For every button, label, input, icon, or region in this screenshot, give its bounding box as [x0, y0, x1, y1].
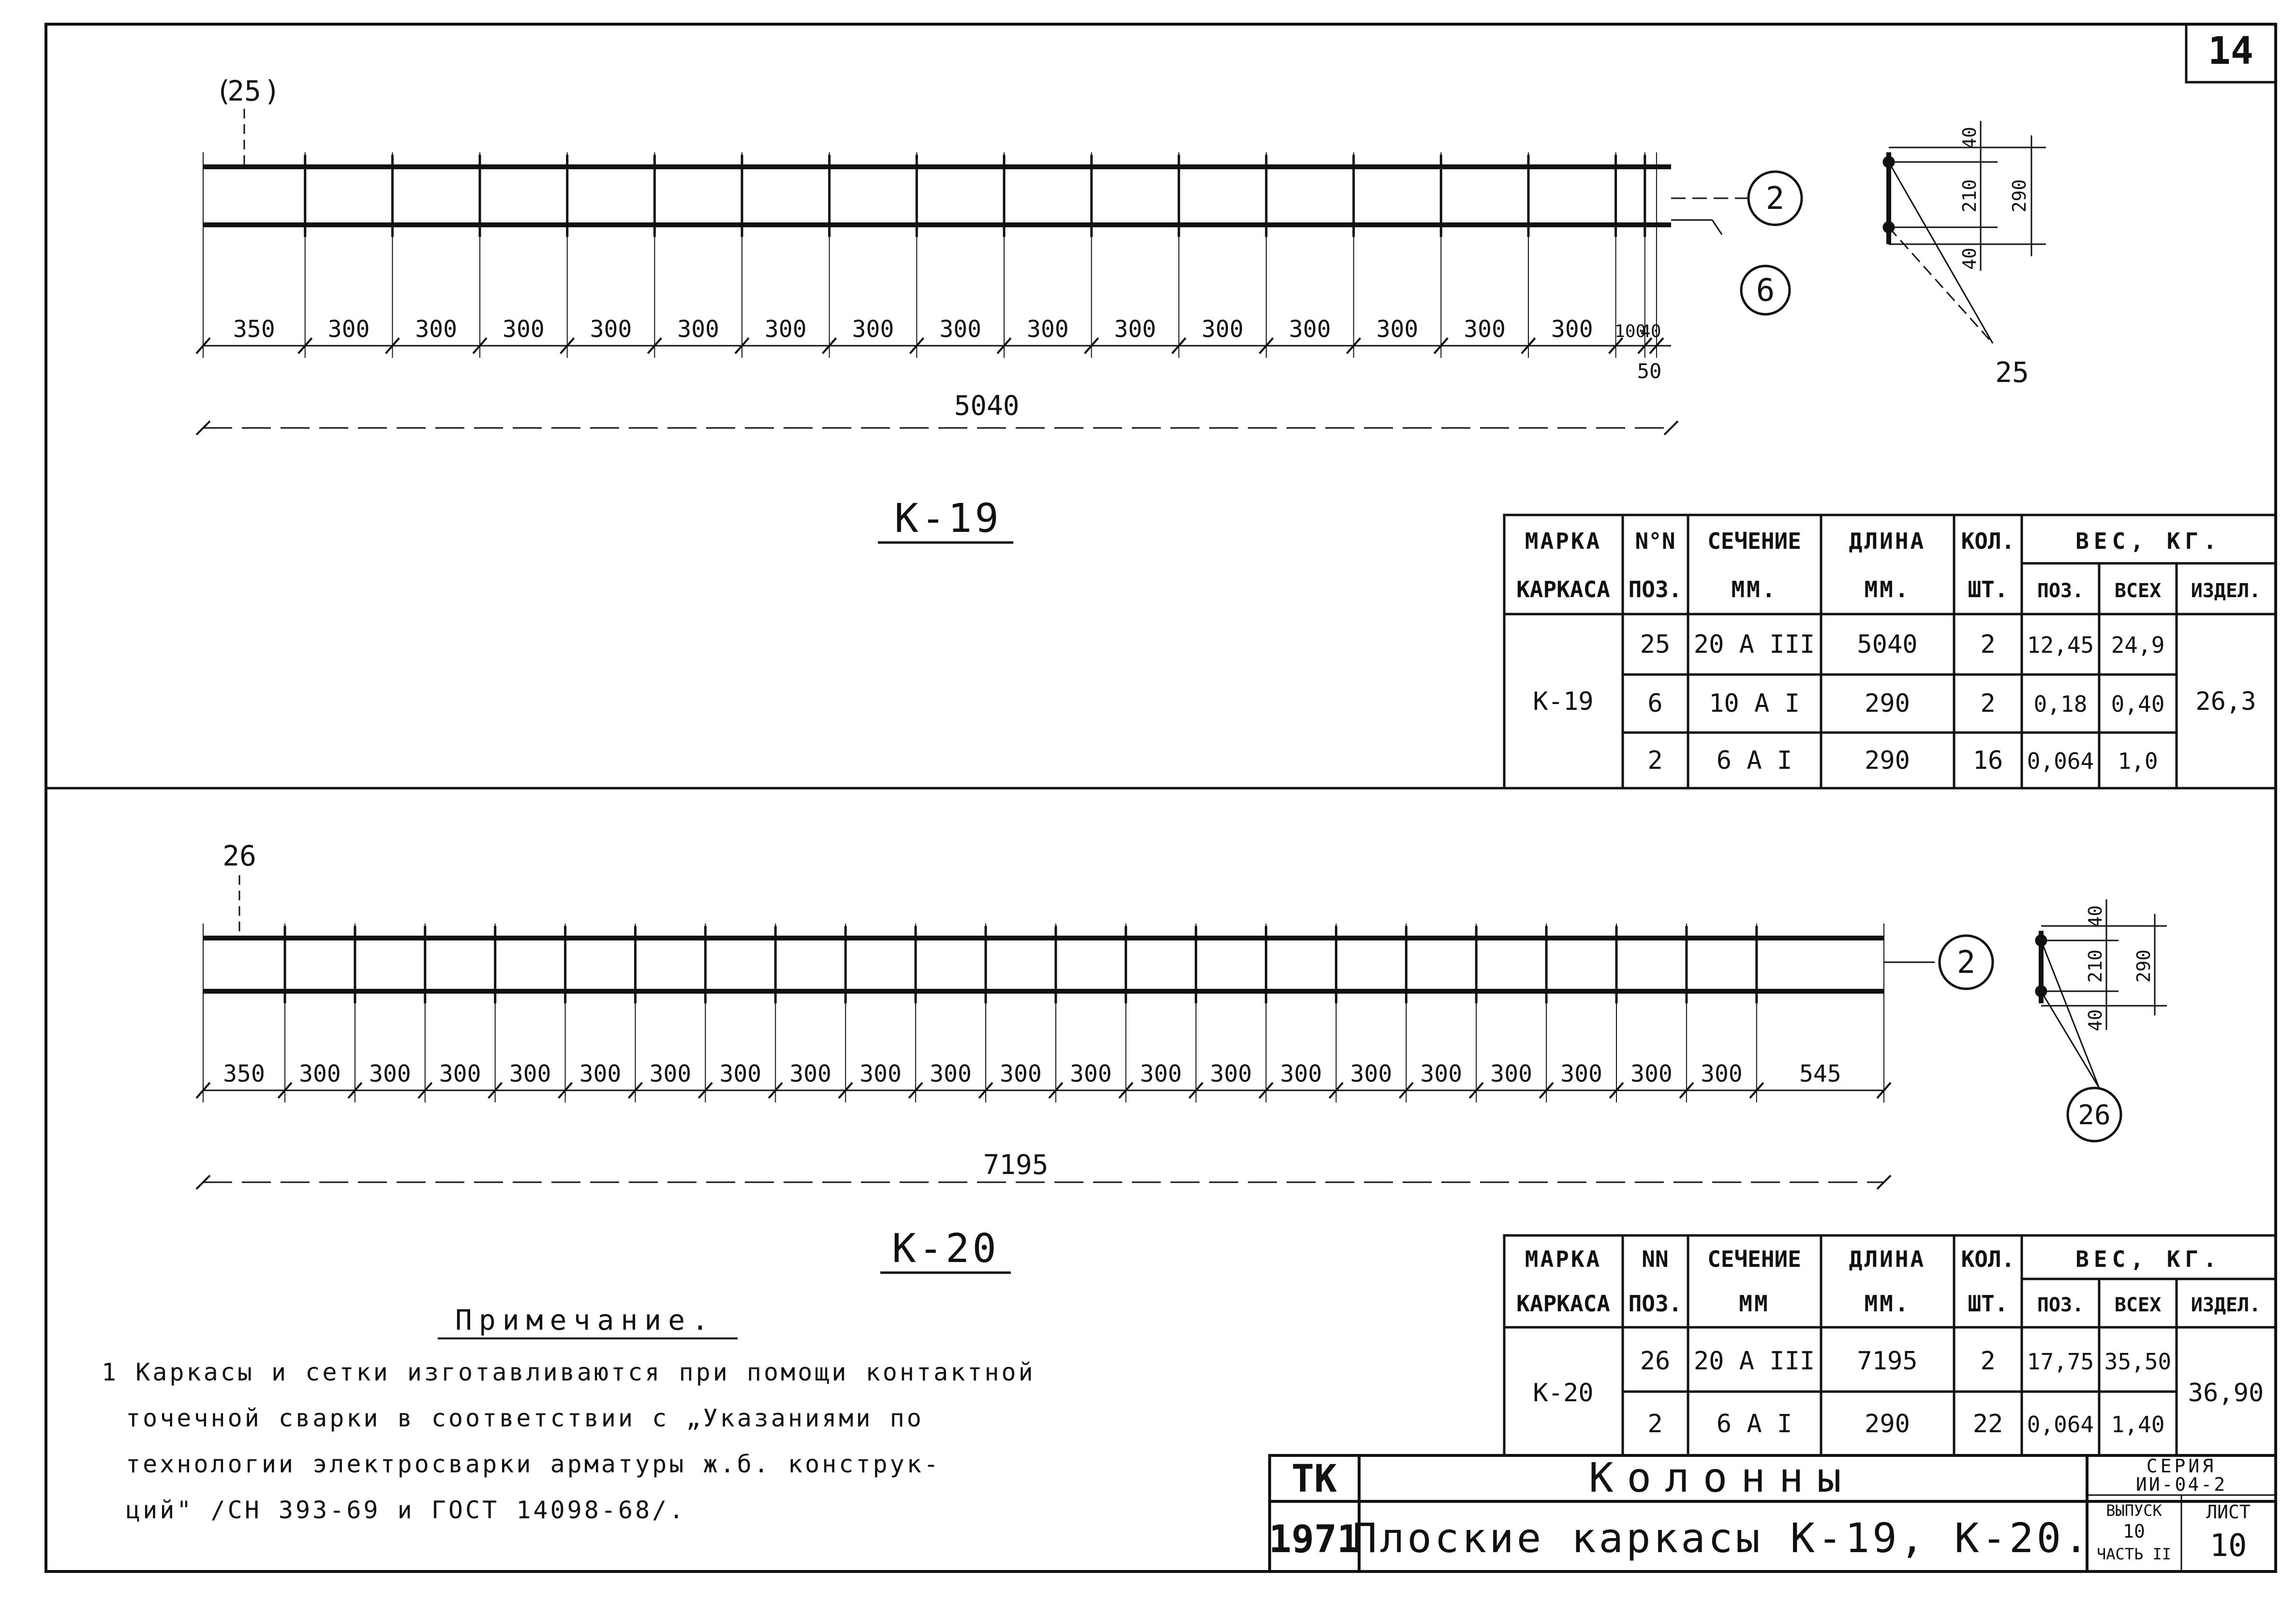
- k19-th-weight-all: ВСЕХ: [2114, 580, 2162, 602]
- note-block: [102, 1304, 1036, 1524]
- k19-r3-length: 290: [1865, 746, 1910, 775]
- k19-section: [1883, 121, 2046, 343]
- k20-frame-mark: К-20: [892, 1226, 999, 1272]
- k20-spacing-label: 300: [789, 1060, 832, 1087]
- k20-section-bar-position: 26: [2078, 1100, 2111, 1131]
- k20-spacing-label: 300: [719, 1060, 762, 1087]
- k20-r2-section: 6 А I: [1716, 1409, 1792, 1439]
- k19-th-qty-2: ШТ.: [1968, 576, 2008, 602]
- k19-dim-open: (: [215, 74, 232, 107]
- k20-spacing-label: 545: [1799, 1060, 1841, 1087]
- k20-table-text: [1516, 1246, 2264, 1439]
- k20-spacing-label: 300: [579, 1060, 622, 1087]
- k19-spacing-label: 300: [1376, 316, 1419, 343]
- note-title: Примечание.: [455, 1304, 716, 1336]
- k20-section-dim-top: 40: [2085, 905, 2106, 927]
- k19-section-dim-mid: 210: [1959, 179, 1980, 213]
- k20-section-dim-mid: 210: [2085, 949, 2106, 983]
- k19-th-pos-2: ПОЗ.: [1628, 576, 1682, 602]
- k20-spacing-label: 350: [223, 1060, 265, 1087]
- stamp-series-label: СЕРИЯ: [2146, 1455, 2217, 1477]
- k19-bar-position: 25: [227, 74, 261, 107]
- k19-r2-wall: 0,40: [2111, 691, 2165, 717]
- k19-section-bar-position: 25: [1995, 356, 2029, 389]
- k19-spacing-label: 300: [1289, 316, 1331, 343]
- k20-spacing-label: 300: [509, 1060, 551, 1087]
- k20-spacing-label: 300: [369, 1060, 411, 1087]
- k19-spacing-label: 300: [939, 316, 982, 343]
- k20-r1-section: 20 А III: [1693, 1347, 1815, 1376]
- k20-th-section-1: СЕЧЕНИЕ: [1707, 1246, 1801, 1272]
- k19-spacing-label: 300: [1026, 316, 1069, 343]
- k19-total-dimension: 5040: [954, 390, 1020, 422]
- k19-r1-pos: 25: [1640, 630, 1671, 659]
- k20-r1-qty: 2: [1980, 1347, 1996, 1376]
- k19-r2-qty: 2: [1980, 689, 1996, 718]
- k20-callout-section: [2068, 1088, 2121, 1141]
- k19-cell-item-weight: 26,3: [2195, 687, 2256, 716]
- k20-spacing-label: 300: [299, 1060, 341, 1087]
- frame-k20-elevation: [196, 924, 1935, 1189]
- k20-r1-wall: 35,50: [2104, 1349, 2172, 1375]
- k20-th-mark-1: МАРКА: [1525, 1246, 1602, 1272]
- k19-spacing-label: 300: [1201, 316, 1244, 343]
- k19-callout-extra: [1741, 266, 1790, 314]
- k20-r1-wpos: 17,75: [2027, 1349, 2094, 1375]
- k19-spacing-label: 300: [503, 316, 545, 343]
- k19-spacing-label: 350: [233, 316, 275, 343]
- k19-frame-mark: К-19: [894, 496, 1002, 542]
- k20-th-section-2: ММ: [1739, 1291, 1770, 1317]
- stamp-object: Колонны: [1588, 1454, 1855, 1501]
- k19-dim-close: ): [264, 74, 281, 107]
- k19-dimension-chain: [196, 152, 1678, 435]
- k20-callout-stirrup: [1940, 936, 1993, 989]
- k20-spacing-label: 300: [930, 1060, 972, 1087]
- k19-callout-stirrup: [1748, 172, 1802, 225]
- k20-th-pos-1: NN: [1642, 1246, 1669, 1272]
- stamp-part: ЧАСТЬ II: [2096, 1545, 2172, 1563]
- k19-th-weight-item: ИЗДЕЛ.: [2191, 580, 2261, 602]
- stamp-title: Плоские каркасы К-19, К-20.: [1352, 1514, 2091, 1562]
- k20-cell-item-weight: 36,90: [2188, 1379, 2264, 1408]
- k19-spacing-label: 300: [1114, 316, 1156, 343]
- note-line-4: ций" /СН 393-69 и ГОСТ 14098-68/.: [126, 1496, 686, 1524]
- k19-spacing-label: 300: [765, 316, 807, 343]
- k19-section-dim-total: 290: [2009, 179, 2030, 213]
- k19-spacing-label: 300: [677, 316, 720, 343]
- k20-r2-qty: 22: [1972, 1409, 2003, 1439]
- k19-r3-wall: 1,0: [2118, 748, 2158, 774]
- k19-th-length-1: ДЛИНА: [1849, 528, 1926, 554]
- k19-spacing-label: 40: [1640, 322, 1661, 341]
- k20-stirrup-position: 2: [1956, 945, 1976, 981]
- k20-th-qty-1: КОЛ.: [1961, 1246, 2015, 1272]
- k20-r1-length: 7195: [1857, 1347, 1918, 1376]
- k20-th-weight-item: ИЗДЕЛ.: [2191, 1294, 2261, 1316]
- k19-spacing-label: 300: [1464, 316, 1506, 343]
- k19-th-mark-2: КАРКАСА: [1516, 576, 1610, 602]
- k20-bar-position: 26: [222, 839, 256, 872]
- stamp-issue-label: ВЫПУСК: [2106, 1501, 2162, 1520]
- k19-total-tick: [1664, 421, 1678, 435]
- stamp-issue: 10: [2123, 1521, 2145, 1542]
- k20-r2-wpos: 0,064: [2027, 1411, 2094, 1438]
- k20-spacing-label: 300: [1700, 1060, 1743, 1087]
- k19-r1-section: 20 А III: [1693, 630, 1815, 659]
- note-line-1: 1 Каркасы и сетки изготавливаются при помощи контактной: [102, 1358, 1036, 1386]
- k19-extra-position: 6: [1756, 273, 1775, 308]
- k20-th-weight-all: ВСЕХ: [2114, 1294, 2162, 1316]
- k20-th-length-2: ММ.: [1864, 1291, 1911, 1317]
- k19-r1-wpos: 12,45: [2027, 632, 2094, 658]
- k19-th-weight: ВЕС, КГ.: [2075, 528, 2222, 554]
- note-line-2: точечной сварки в соответствии с „Указаниями по: [126, 1404, 924, 1432]
- k19-section-dim-top: 40: [1959, 127, 1980, 149]
- k19-spacing-label: 300: [1551, 316, 1593, 343]
- k20-th-length-1: ДЛИНА: [1849, 1246, 1926, 1272]
- k19-r2-pos: 6: [1647, 689, 1663, 718]
- sheet-frame: [46, 24, 2276, 1571]
- k20-cell-mark: К-20: [1533, 1379, 1594, 1408]
- k20-th-pos-2: ПОЗ.: [1628, 1291, 1682, 1317]
- k19-th-weight-pos: ПОЗ.: [2037, 580, 2084, 602]
- k20-spacing-label: 300: [1069, 1060, 1112, 1087]
- k20-spacing-label: 300: [1140, 1060, 1182, 1087]
- k19-r2-wpos: 0,18: [2033, 691, 2088, 717]
- k20-spacing-label: 300: [1560, 1060, 1602, 1087]
- k19-th-length-2: ММ.: [1864, 576, 1911, 602]
- k19-spacing-label: 300: [415, 316, 458, 343]
- k20-spacing-label: 300: [1000, 1060, 1042, 1087]
- sheet-number: 14: [2208, 29, 2253, 73]
- k19-section-dim-bottom: 40: [1959, 248, 1980, 270]
- k19-r3-section: 6 А I: [1716, 746, 1792, 775]
- k20-th-mark-2: КАРКАСА: [1516, 1291, 1610, 1317]
- stamp-sheet-label: ЛИСТ: [2206, 1501, 2251, 1523]
- k19-th-section-1: СЕЧЕНИЕ: [1707, 528, 1801, 554]
- stamp-sheet: 10: [2209, 1528, 2247, 1564]
- k20-spacing-label: 300: [1490, 1060, 1533, 1087]
- k20-th-qty-2: ШТ.: [1968, 1291, 2008, 1317]
- k19-th-mark-1: МАРКА: [1525, 528, 1602, 554]
- k20-r2-pos: 2: [1647, 1409, 1663, 1439]
- k20-spacing-label: 300: [1210, 1060, 1252, 1087]
- k19-extra-spacing: 50: [1637, 359, 1662, 383]
- k19-r3-qty: 16: [1972, 746, 2003, 775]
- k20-spacing-label: 300: [649, 1060, 692, 1087]
- stamp-org: ТК: [1291, 1457, 1337, 1501]
- k19-r1-length: 5040: [1857, 630, 1918, 659]
- k20-r2-length: 290: [1865, 1409, 1910, 1439]
- k19-r1-wall: 24,9: [2111, 632, 2165, 658]
- k20-spacing-label: 300: [1350, 1060, 1392, 1087]
- k19-r1-qty: 2: [1980, 630, 1996, 659]
- k20-r1-pos: 26: [1640, 1347, 1671, 1376]
- k20-spacing-label: 300: [1420, 1060, 1463, 1087]
- k19-th-qty-1: КОЛ.: [1961, 528, 2015, 554]
- k19-r3-wpos: 0,064: [2027, 748, 2094, 774]
- title-block-text: [1269, 1454, 2251, 1564]
- k20-total-dimension: 7195: [983, 1149, 1049, 1181]
- k19-th-pos-1: N°N: [1635, 528, 1675, 554]
- k19-r2-length: 290: [1865, 689, 1910, 718]
- k20-r2-wall: 1,40: [2111, 1411, 2165, 1438]
- k20-spacing-label: 300: [1630, 1060, 1673, 1087]
- k19-spacing-label: 300: [590, 316, 632, 343]
- k20-th-weight: ВЕС, КГ.: [2075, 1246, 2222, 1272]
- k20-spacing-label: 300: [1280, 1060, 1322, 1087]
- k19-stirrup-position: 2: [1765, 181, 1785, 217]
- k20-spacing-label: 300: [859, 1060, 902, 1087]
- note-line-3: технологии электросварки арматуры ж.б. конструк-: [126, 1450, 941, 1478]
- k20-section-dim-total: 290: [2133, 949, 2154, 983]
- k19-spacing-label: 100: [1615, 322, 1646, 341]
- k19-r3-pos: 2: [1647, 746, 1663, 775]
- k19-spacing-label: 300: [327, 316, 370, 343]
- k19-r2-section: 10 А I: [1709, 689, 1800, 718]
- k19-cell-mark: К-19: [1533, 687, 1594, 716]
- k19-th-section-2: ММ.: [1731, 576, 1778, 602]
- k20-section-dim-bottom: 40: [2085, 1009, 2106, 1031]
- k19-table-text: [1516, 528, 2261, 775]
- stamp-year: 1971: [1269, 1518, 1360, 1561]
- k20-th-weight-pos: ПОЗ.: [2037, 1294, 2084, 1316]
- k19-spacing-label: 300: [852, 316, 894, 343]
- stamp-series: ИИ-04-2: [2135, 1474, 2227, 1495]
- k20-spacing-label: 300: [439, 1060, 481, 1087]
